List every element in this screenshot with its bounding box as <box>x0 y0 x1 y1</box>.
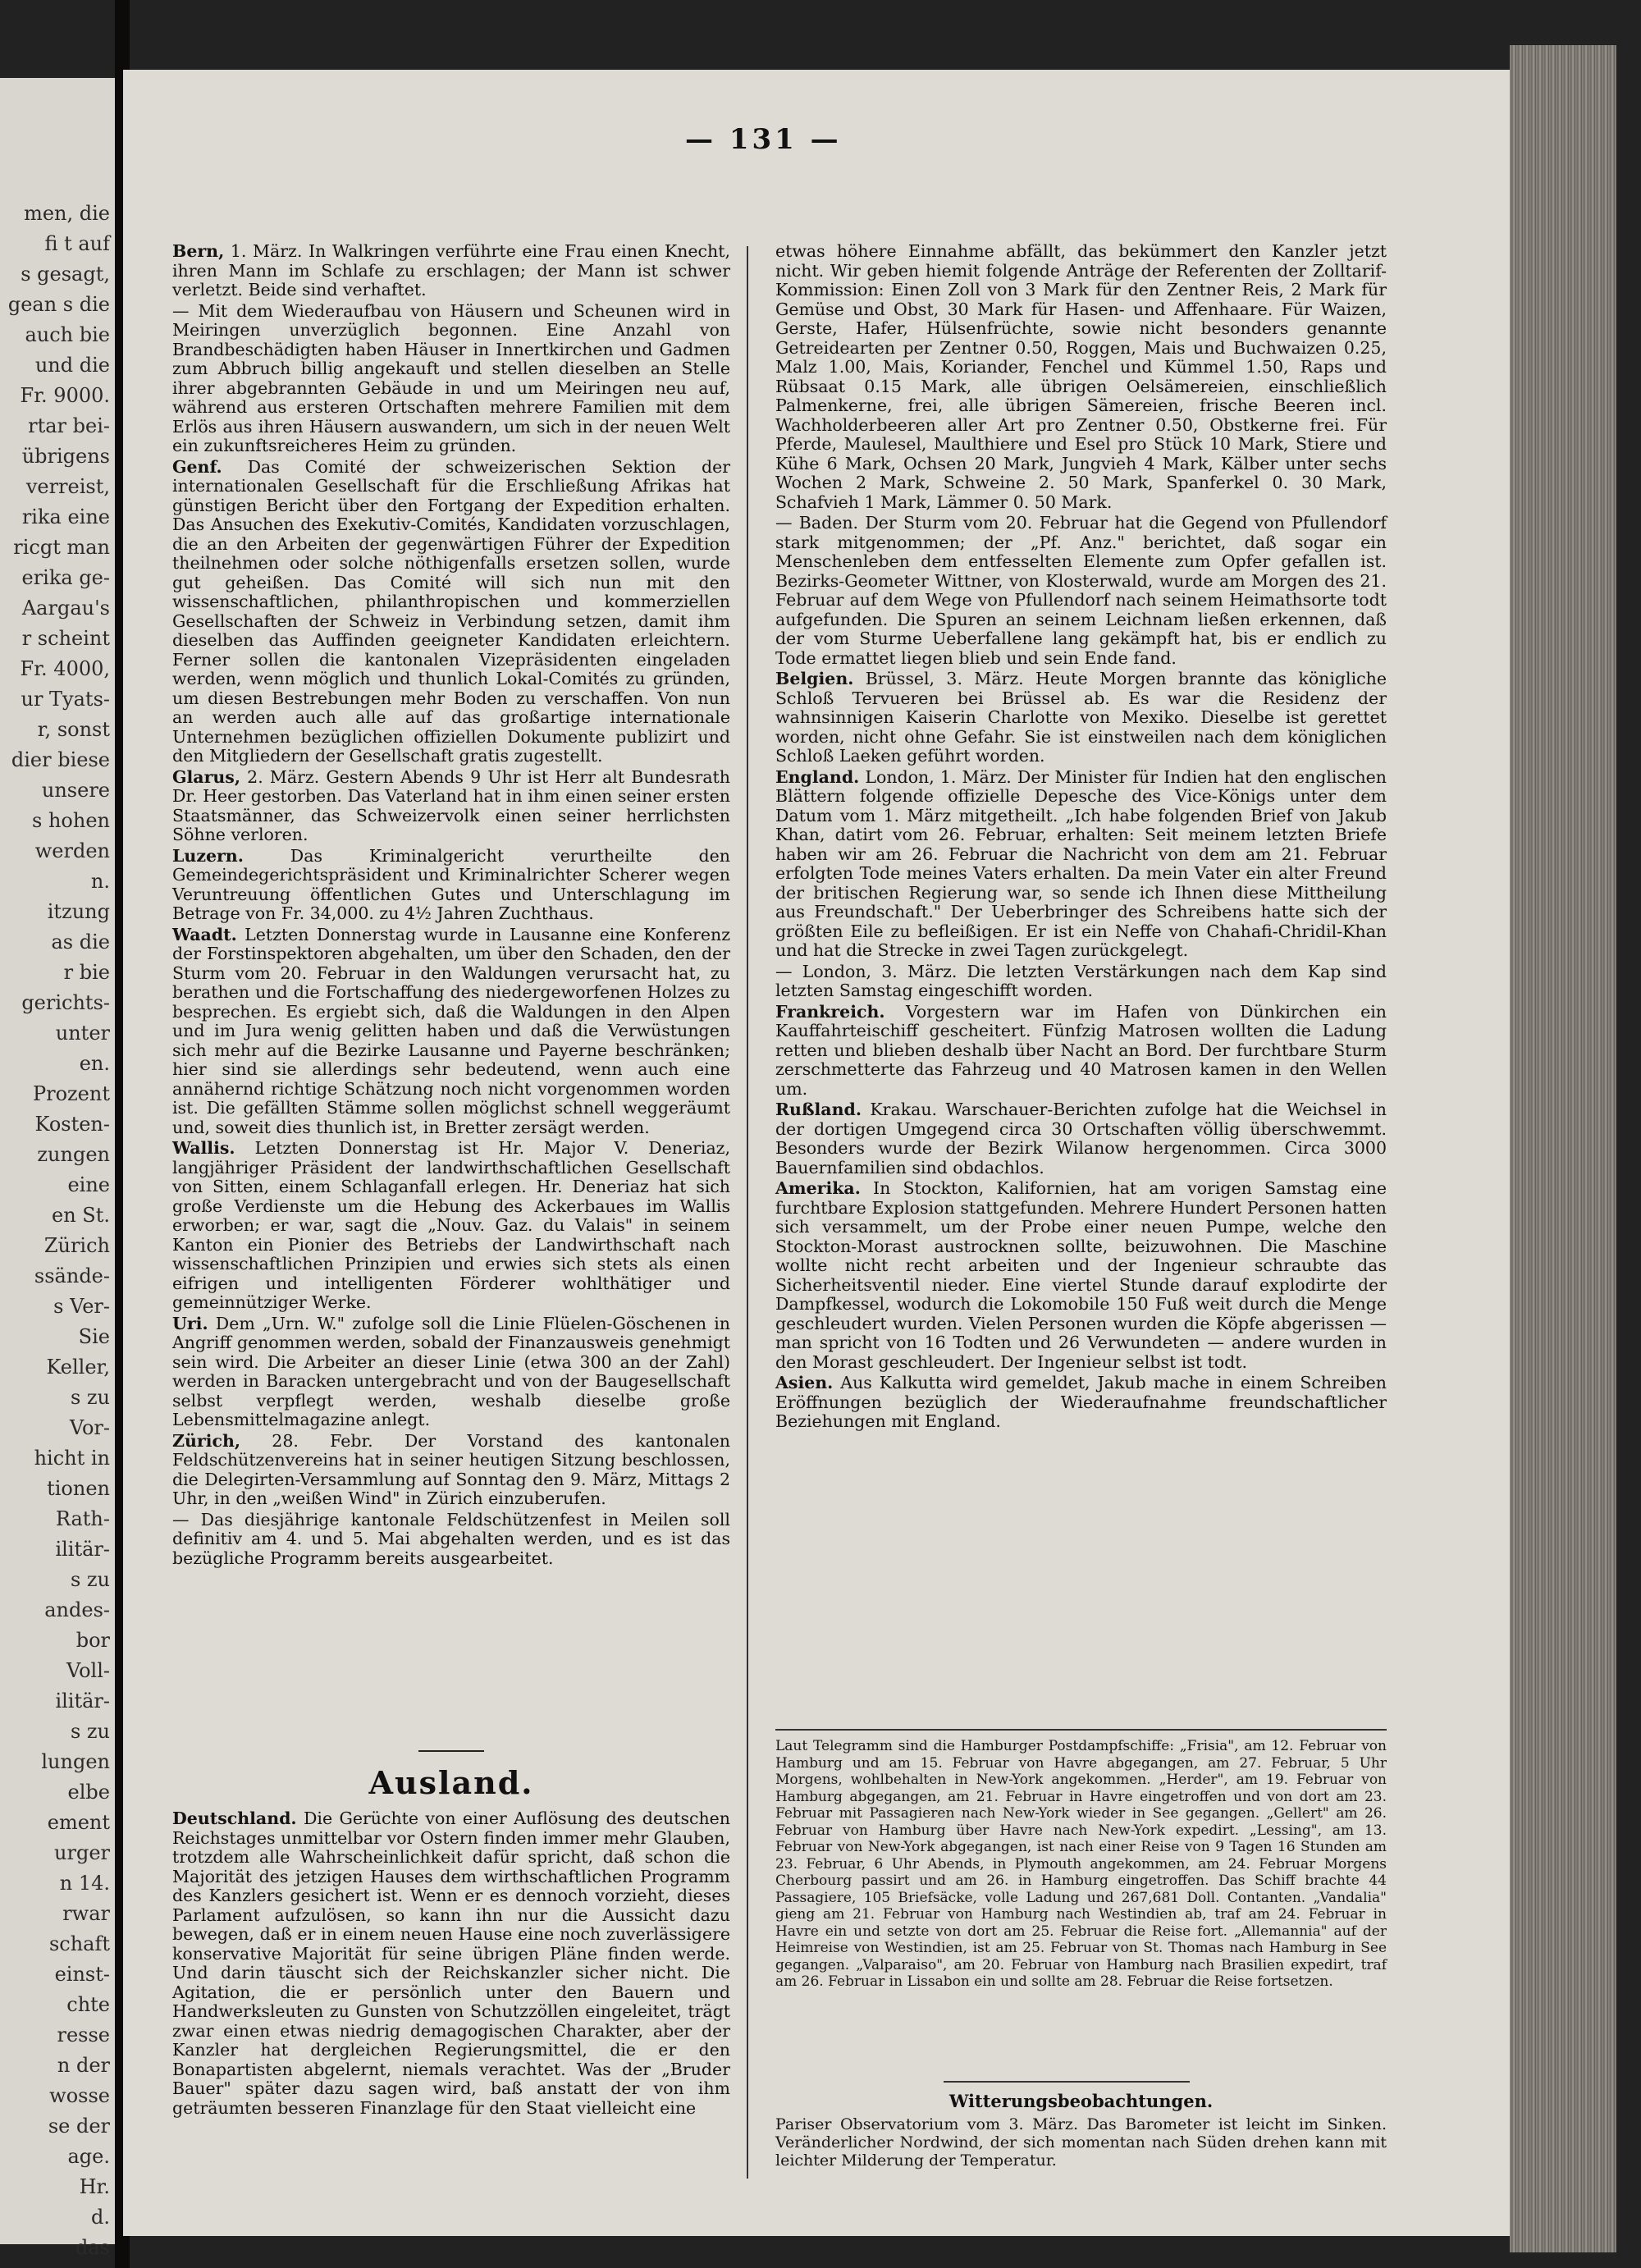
article-dateline: Frankreich. <box>775 1001 885 1022</box>
article-paragraph <box>172 242 730 300</box>
facing-page-fragment: s zu <box>70 1720 110 1743</box>
facing-page-fragment: zungen <box>37 1143 110 1166</box>
facing-page-fragment: wosse <box>49 2084 110 2107</box>
facing-page-fragment: rika eine <box>21 505 110 528</box>
article-dateline: Deutschland. <box>172 1808 297 1828</box>
facing-page-fragment: age. <box>67 2145 110 2168</box>
shipping-notice-text: Laut Telegramm sind die Hamburger Postdampfschiffe: „Frisia", am 12. Februar von Hamburg und am 15. Februar von Havre abgegangen, am 27. Februar, 5 Uhr Morgens, wohlbehalten in New-York angekommen. „Herder", am 19. Februar von Hamburg abgegangen, am 21. Februar in Havre eingetroffen und von dort am 23. Februar mit Passagieren nach New-York wieder in See gegangen. „Gellert" am 26. Februar von Hamburg über Havre nach New-York expedirt. „Lessing", am 13. Februar von New-York abgegangen, ist nach einer Reise von 9 Tagen 16 Stunden am 23. Februar, 6 Uhr Abends, in Plymouth angekommen, am 24. Februar Morgens Cherbourg passirt und am 26. in Hamburg eingetroffen. Das Schiff brachte 44 Passagiere, 105 Briefsäcke, volle Ladung und 267,681 Doll. Contanten. „Vandalia" gieng am 21. Februar von Hamburg nach Westindien ab, traf am 24. Februar in Havre ein und setzte von dort am 25. Februar die Reise fort. „Allemannia" auf der Heimreise von Westindien, ist am 25. Februar von St. Thomas nach Hamburg in See gegangen. „Valparaiso", am 20. Februar von Hamburg nach Brasilien expedirt, traf am 26. Februar in Lissabon ein und sollte am 28. Februar die Reise fortsetzen. <box>775 1738 1387 1990</box>
article-text: Krakau. Warschauer-Berichten zufolge hat die Weichsel in der dortigen Umgegend circa 30 Ortschaften völlig überschwemmt. Besonders wurde der Bezirk Wilanow hergenommen. Circa 3000 Bauernfamilien sind obdachlos. <box>775 1100 1387 1177</box>
article-paragraph <box>775 963 1387 1001</box>
facing-page-fragment: Voll- <box>66 1659 110 1682</box>
facing-page-fragment: s zu <box>70 1568 110 1591</box>
article-text: Aus Kalkutta wird gemeldet, Jakub mache in einem Schreiben Eröffnungen bezüglich der Wiederaufnahme freundschaftlicher Beziehungen mit England. <box>775 1373 1387 1431</box>
facing-page-fragment: n 14. <box>59 1872 110 1895</box>
page-edges <box>1510 45 1616 2252</box>
article-paragraph <box>172 768 730 845</box>
article-text: Brüssel, 3. März. Heute Morgen brannte das königliche Schloß Tervueren bei Brüssel ab. Es war die Residenz der wahnsinnigen Kaiserin Charlotte von Mexiko. Dieselbe ist gerettet worden, nicht ohne Gefahr. Sie ist einstweilen nach dem königlichen Schloß Laeken geführt worden. <box>775 669 1387 766</box>
article-text: — London, 3. März. Die letzten Verstärkungen nach dem Kap sind letzten Samstag eingeschifft worden. <box>775 961 1387 1000</box>
facing-page-fragment: s gesagt, <box>21 263 110 286</box>
article-paragraph <box>775 1100 1387 1177</box>
article-paragraph <box>775 1179 1387 1372</box>
facing-page-fragment: men, die <box>24 202 110 225</box>
article-paragraph <box>172 302 730 456</box>
facing-page-fragment: ur Tyats- <box>21 688 110 711</box>
article-text: Das Comité der schweizerischen Sektion der internationalen Gesellschaft für die Erschließung Afrikas hat günstigen Bericht über den Fortgang der Expedition erhalten. Das Ansuchen des Exekutiv-Comités, Kandidaten vorzuschlagen, die an den Arbeiten der gegenwärtigen Führer der Expedition theilnehmen oder solche nöthigenfalls ersetzen sollen, wurde gut geheißen. Das Comité will sich nun mit den wissenschaftlichen, philanthropischen und kommerziellen Gesellschaften der Schweiz in Verbindung setzen, damit ihm dieselben das Auffinden geeigneter Kandidaten erleichtern. Ferner sollen die kantonalen Vizepräsidenten eingeladen werden, wenn möglich und thunlich Lokal-Comités zu gründen, um diesen Bestrebungen mehr Boden zu verschaffen. Von nun an werden auch alle auf das großartige internationale Unternehmen bezüglichen offiziellen Dokumente publizirt und den Mitgliedern der Gesellschaft gratis zugestellt. <box>172 456 730 766</box>
facing-page-fragment: schaft <box>48 1932 110 1955</box>
notice-rule <box>775 1729 1387 1731</box>
facing-page-fragment: ilitär- <box>55 1690 110 1712</box>
facing-page-fragment: r, sonst <box>37 718 110 741</box>
facing-page-fragment: auch bie <box>25 323 110 346</box>
facing-page-fragment: d. <box>91 2206 110 2229</box>
weather-title: Witterungsbeobachtungen. <box>948 2091 1214 2111</box>
facing-page-fragment: se der <box>48 2115 110 2138</box>
article-paragraph <box>172 1432 730 1509</box>
facing-page-fragment: eine <box>67 1173 110 1196</box>
article-text: Das Kriminalgericht verurtheilte den Gemeindegerichtspräsident und Kriminalrichter Scherer wegen Veruntreuung öffentlichen Gutes und Unterschlagung im Betrage von Fr. 34,000. zu 4½ Jahren Zuchthaus. <box>172 845 730 923</box>
facing-page-fragment: urger <box>54 1841 110 1864</box>
facing-page-fragment: s zu <box>70 1386 110 1409</box>
facing-page-fragment: einst- <box>54 1963 110 1986</box>
article-text: London, 1. März. Der Minister für Indien hat den englischen Blättern folgende offizielle Depesche des Vice-Königs unter dem Datum vom 1. März mitgetheilt. „Ich habe folgenden Brief von Jakub Khan, datirt vom 26. Februar, erhalten: Seit meinem letzten Briefe haben wir am 26. Februar die Nachricht von dem am 21. Februar erfolgten Tode meines Vaters erhalten. Da mein Vater ein alter Freund der britischen Regierung war, so sende ich Ihnen diese Mittheilung aus Freundschaft." Der Ueberbringer des Schreibens hatte sich der größten Eile zu befleißigen. Er ist ein Neffe von Chahafi-Chridil-Khan und hat die Strecke in zwei Tagen zurückgelegt. <box>775 766 1387 960</box>
article-text: 1. März. In Walkringen verführte eine Frau einen Knecht, ihren Mann im Schlafe zu erschlagen; der Mann ist schwer verletzt. Beide sind verhaftet. <box>172 241 730 300</box>
facing-page-fragment: elbe <box>67 1781 110 1804</box>
shipping-notice <box>775 1738 1387 1991</box>
article-dateline: Glarus, <box>172 766 240 787</box>
facing-page-fragment: ilitär- <box>55 1538 110 1561</box>
facing-page-fragment: en. <box>79 1052 110 1075</box>
article-text: In Stockton, Kalifornien, hat am vorigen Samstag eine furchtbare Explosion stattgefunden. Mehrere Hundert Personen hatten sich versammelt, um der Probe einer neuen Pumpe, welche den Stockton-Morast austrocknen sollte, beizuwohnen. Die Maschine wollte nicht recht arbeiten und der Ingenieur schraubte das Sicherheitsventil nieder. Eine viertel Stunde darauf explodirte der Dampfkessel, wodurch die Lokomobile 150 Fuß weit durch die Menge geschleudert wurden. Vielen Personen wurden die Köpfe abgerissen — man spricht von 16 Todten und 26 Verwundeten — andere wurden in den Morast geschleudert. Der Ingenieur selbst ist todt. <box>775 1178 1387 1372</box>
facing-page-fragment: unsere <box>41 779 110 802</box>
article-text: Vorgestern war im Hafen von Dünkirchen ein Kauffahrteischiff gescheitert. Fünfzig Matrosen wollten die Ladung retten und blieben deshalb über Nacht an Bord. Der furchtbare Sturm zerschmetterte das Fahrzeug und 40 Matrosen kamen in den Wellen um. <box>775 1001 1387 1099</box>
article-text: Dem „Urn. W." zufolge soll die Linie Flüelen-Göschenen in Angriff genommen werden, sobald der Finanzausweis genehmigt sein wird. Die Arbeiter an dieser Linie (etwa 300 an der Zahl) werden in Baracken untergebracht und von der Baugesellschaft selbst verpflegt werden, weshalb dieselbe große Lebensmittelmagazine anlegt. <box>172 1313 730 1429</box>
article-dateline: Zürich, <box>172 1430 240 1451</box>
article-paragraph <box>172 1139 730 1313</box>
article-paragraph <box>775 670 1387 766</box>
page-number: — 131 — <box>685 123 842 156</box>
facing-page-fragment: Keller, <box>46 1356 110 1379</box>
article-dateline: Luzern. <box>172 845 244 866</box>
facing-page-fragment: r scheint <box>21 627 110 650</box>
facing-page-fragment: gean s die <box>7 293 110 316</box>
facing-page-fragment: bor <box>75 1629 110 1652</box>
facing-page-fragment: Aargau's <box>21 597 110 620</box>
article-dateline: Genf. <box>172 456 222 477</box>
facing-page-fragment: rwar <box>62 1902 110 1925</box>
article-dateline: England. <box>775 766 860 787</box>
facing-page-fragment: s Ver- <box>53 1295 110 1318</box>
facing-page-fragment: tionen <box>47 1477 110 1500</box>
facing-page-fragment: ricgt man <box>13 536 110 559</box>
facing-page-fragment: itzung <box>47 900 110 923</box>
facing-page-fragment: chte <box>66 1993 110 2016</box>
facing-page-fragment: unter <box>55 1022 110 1045</box>
facing-page-fragment: ement <box>47 1811 110 1834</box>
facing-page-fragment: übrigens <box>21 445 110 468</box>
article-dateline: Waadt. <box>172 924 237 944</box>
right-column <box>775 242 1387 1434</box>
facing-page-fragment: Vor- <box>69 1416 110 1439</box>
facing-page-fragment: en St. <box>51 1204 110 1227</box>
facing-page-fragment: Zürich <box>43 1234 110 1257</box>
facing-page-fragment: dier biese <box>11 748 110 771</box>
facing-page-fragment: werden <box>34 839 110 862</box>
article-dateline: Amerika. <box>775 1178 861 1198</box>
article-paragraph <box>775 1003 1387 1100</box>
facing-page-fragment: n der <box>57 2054 110 2077</box>
article-text: Die Gerüchte von einer Auflösung des deutschen Reichstages unmittelbar vor Ostern finden immer mehr Glauben, trotzdem alle Wahrscheinlichkeit dafür spricht, daß schon die Majorität des jetzigen Hauses dem wirthschaftlichen Programm des Kanzlers gesichert ist. Wenn er es dennoch vorzieht, dieses Parlament aufzulösen, so kann ihn nur die Aussicht dazu bewegen, daß er in einem neuen Hause eine noch zuverlässigere konservative Majorität für seine übrigen Pläne finden werde. Und darin täuscht sich der Reichskanzler sicher nicht. Die Agitation, die er persönlich unter den Bauern und Handwerksleuten zu Gunsten von Schutzzöllen eingeleitet, trägt zwar einen etwas niedrig demagogischen Charakter, aber der Kanzler hat dergleichen Regierungsmittel, die er den Bonapartisten abgelernt, niemals verachtet. Was der „Bruder Bauer" später dazu sagen wird, baß anstatt der von ihm geträumten besseren Finanzlage für den Staat vielleicht eine <box>172 1808 730 2118</box>
column-divider <box>747 246 748 2179</box>
article-text: 2. März. Gestern Abends 9 Uhr ist Herr alt Bundesrath Dr. Heer gestorben. Das Vaterland hat in ihm einen seiner ersten Staatsmänner, das Schweizervolk einen seiner herrlichsten Söhne verloren. <box>172 766 730 844</box>
section-rule <box>172 1750 730 1752</box>
article-text: 28. Febr. Der Vorstand des kantonalen Feldschützenvereins hat in seiner heutigen Sitzung beschlossen, die Delegirten-Versammlung auf Sonntag den 9. März, Mittags 2 Uhr, in den „weißen Wind" in Zürich einzuberufen. <box>172 1430 730 1508</box>
facing-page-fragment: resse <box>57 2023 110 2046</box>
facing-page-fragment: ssände- <box>34 1264 110 1287</box>
facing-page-fragment: r bie <box>63 961 110 984</box>
article-text: Letzten Donnerstag wurde in Lausanne eine Konferenz der Forstinspektoren abgehalten, um über den Schaden, den der Sturm vom 20. Februar in den Waldungen verursacht hat, zu berathen und die Fortschaffung des niedergeworfenen Holzes zu besprechen. Es ergiebt sich, daß die Waldungen in den Alpen und im Jura wenig gelitten haben und daß die Verwüstungen sich mehr auf die Bezirke Lausanne und Payerne beschränken; hier sind sie allerdings sehr bedeutend, wenn auch eine annähernd richtige Schätzung noch nicht vorgenommen worden ist. Die gefällten Stämme sollen möglichst schnell weggeräumt und, soweit dies thunlich ist, in Bretter zersägt werden. <box>172 924 730 1137</box>
article-paragraph <box>775 768 1387 961</box>
facing-page-fragment: rtar bei- <box>28 414 110 437</box>
facing-page-fragment: Fr. 4000, <box>20 657 110 680</box>
facing-page-fragment: hicht in <box>34 1447 110 1470</box>
article-dateline: Rußland. <box>775 1100 862 1119</box>
facing-page-fragment: as die <box>51 931 110 953</box>
facing-page-fragment: und die <box>34 354 110 377</box>
article-text: etwas höhere Einnahme abfällt, das bekümmert den Kanzler jetzt nicht. Wir geben hiemit folgende Anträge der Referenten der Zolltarif-Kommission: Einen Zoll von 3 Mark für den Zentner Reis, 2 Mark für Gemüse und Obst, 30 Mark für Hasen- und Affenhaare. Für Waizen, Gerste, Hafer, Hülsenfrüchte, sowie nicht besonders genannte Getreidearten per Zentner 0.50, Roggen, Mais und Buchwaizen 0.25, Malz 1.00, Mais, Koriander, Fenchel und Kümmel 1.50, Raps und Rübsaat 0.15 Mark, alle übrigen Oelsämereien, einschließlich Palmenkerne, frei, alle übrigen Sämereien, frische Beeren incl. Wachholderbeeren aller Art pro Zentner 0.50, Obstkerne frei. Für Pferde, Maulesel, Maulthiere und Esel pro Stück 10 Mark, Stiere und Kühe 6 Mark, Ochsen 20 Mark, Jungvieh 4 Mark, Kälber unter sechs Wochen 2 Mark, Schweine 2. 50 Mark, Spanferkel 0. 30 Mark, Schafvieh 1 Mark, Lämmer 0. 50 Mark. <box>775 241 1387 512</box>
article-dateline: Wallis. <box>172 1138 235 1158</box>
facing-page-fragment: andes- <box>44 1598 110 1621</box>
article-dateline: Asien. <box>775 1373 834 1392</box>
facing-page-fragment: Kosten- <box>34 1113 110 1136</box>
left-column <box>172 242 730 1570</box>
facing-page-fragment: Prozent <box>32 1082 110 1105</box>
facing-page-fragment: fi t auf <box>44 232 110 255</box>
article-dateline: Bern, <box>172 241 225 261</box>
facing-page-fragment: Sie <box>78 1325 110 1348</box>
article-text: — Mit dem Wiederaufbau von Häusern und Scheunen wird in Meiringen unverzüglich begonnen. Eine Anzahl von Brandbeschädigten haben Häuser in Innertkirchen und Gadmen zum Abbruch billig angekauft und stellen dieselben an Stelle ihrer abgebrannten Gebäude in und um Meiringen neu auf, während aus ersteren Ortschaften mehrere Familien mit dem Erlös aus ihren Häusern auswandern, um sich in der neuen Welt ein zukunftsreicheres Heim zu gründen. <box>172 300 730 455</box>
article-paragraph <box>172 1511 730 1569</box>
article-dateline: Belgien. <box>775 669 854 688</box>
weather-rule <box>944 2081 1190 2083</box>
ausland-heading: Ausland. <box>368 1764 534 1801</box>
article-paragraph <box>775 1374 1387 1432</box>
article-paragraph <box>775 242 1387 512</box>
article-paragraph <box>172 926 730 1138</box>
weather-text: Pariser Observatorium vom 3. März. Das Barometer ist leicht im Sinken. Veränderlicher Nordwind, der sich momentan nach Süden drehen kann mit leichter Milderung der Temperatur. <box>775 2115 1387 2170</box>
article-paragraph <box>172 458 730 766</box>
article-text: Letzten Donnerstag ist Hr. Major V. Deneriaz, langjähriger Präsident der landwirthschaftlichen Gesellschaft von Sitten, einem Schlaganfall erlegen. Hr. Deneriaz hat sich große Verdienste um die Hebung des Ackerbaues im Wallis erworben; er war, sagt die „Nouv. Gaz. du Valais" in seinem Kanton ein Pionier des Betriebs der Landwirthschaft nach wissenschaftlichen Prinzipien und erwies sich stets als einen eifrigen und intelligenten Förderer wohlthätiger und gemeinnütziger Werke. <box>172 1138 730 1312</box>
facing-page-fragment: gerichts- <box>21 991 110 1014</box>
article-text: — Das diesjährige kantonale Feldschützenfest in Meilen soll definitiv am 4. und 5. Mai abgehalten werden, und es ist das bezügliche Programm bereits ausgearbeitet. <box>172 1509 730 1568</box>
facing-page-fragment: s hohen <box>32 809 110 832</box>
facing-page-fragment: n. <box>90 870 110 893</box>
article-paragraph <box>775 514 1387 668</box>
facing-page-fragment: verreist, <box>25 475 110 498</box>
facing-page-fragment: lungen <box>41 1750 110 1773</box>
facing-page-fragment: Fr. 9000. <box>20 384 110 407</box>
article-paragraph <box>172 847 730 924</box>
article-paragraph <box>172 1809 730 2118</box>
ausland-column <box>172 1809 730 2119</box>
article-paragraph <box>172 1315 730 1430</box>
facing-page-fragment: das <box>75 2236 110 2259</box>
facing-page-edge <box>0 78 115 2259</box>
facing-page-fragment: Hr. <box>79 2175 110 2198</box>
article-text: — Baden. Der Sturm vom 20. Februar hat die Gegend von Pfullendorf stark mitgenommen; der „Pf. Anz." berichtet, daß sogar ein Menschenleben dem entfesselten Elemente zum Opfer gefallen ist. Bezirks-Geometer Wittner, von Klosterwald, wurde am Morgen des 21. Februar auf dem Wege von Pfullendorf nach seinem Heimathsorte todt aufgefunden. Die Spuren an seinem Leichnam ließen erkennen, daß der vom Sturme Ueberfallene lang gekämpft hat, bis er endlich zu Tode ermattet liegen blieb und sein Ende fand. <box>775 513 1387 668</box>
article-dateline: Uri. <box>172 1313 208 1333</box>
facing-page-fragment: Rath- <box>55 1507 110 1530</box>
facing-page-fragment: erika ge- <box>21 566 110 589</box>
